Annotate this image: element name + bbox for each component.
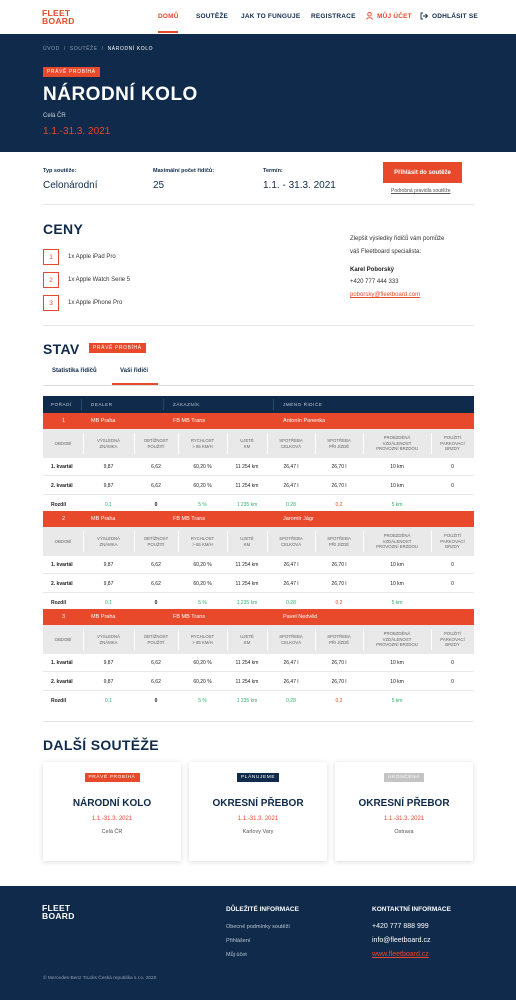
table-cell: 0,2 xyxy=(335,698,343,704)
table-row xyxy=(43,673,474,691)
metric-column-header: RYCHLOST > 85 KM/H xyxy=(190,536,215,547)
table-cell: 0 xyxy=(451,464,454,470)
table-cell: 1 235 km xyxy=(236,502,258,508)
table-cell: 0,28 xyxy=(286,502,296,508)
rank: 2 xyxy=(62,516,66,522)
table-cell: 26,47 l xyxy=(283,660,299,666)
region-label: Celá ČR xyxy=(43,113,66,119)
competition-card[interactable] xyxy=(335,762,473,861)
table-cell: 26,47 l xyxy=(283,562,299,568)
metric-column-header: RYCHLOST > 85 KM/H xyxy=(190,438,215,449)
competition-card[interactable] xyxy=(189,762,327,861)
specialist-phone[interactable]: +420 777 444 333 xyxy=(350,279,399,285)
metrics-header xyxy=(43,429,474,458)
divider xyxy=(43,721,474,722)
table-cell: 26,47 l xyxy=(283,679,299,685)
metrics-header xyxy=(43,625,474,654)
table-row xyxy=(43,458,474,476)
metric-column-header: PROBZDĚNÁ VZDÁLENOST PROVOZNÍ BRZDOU xyxy=(376,533,418,550)
metrics-header xyxy=(43,527,474,556)
nav-active-underline xyxy=(158,31,178,33)
tab-driver-statistics[interactable]: Statistika řidičů xyxy=(52,368,97,374)
table-cell: Rozdíl xyxy=(51,502,66,508)
type-value: Celonárodní xyxy=(43,180,98,191)
table-cell: 9,87 xyxy=(103,562,114,568)
breadcrumb: ÚVOD / SOUTĚŽE / NÁRODNÍ KOLO xyxy=(43,46,154,52)
specialist-email[interactable]: poborsky@fleetboard.com xyxy=(350,292,421,298)
table-cell: 2. kvartál xyxy=(51,581,73,587)
table-row xyxy=(43,556,474,574)
table-cell: 1. kvartál xyxy=(51,660,73,666)
specialist-name: Karel Poborský xyxy=(350,267,395,273)
metric-column-header: SPOTŘEBA CELKOVÁ xyxy=(279,536,303,547)
table-cell: 0,1 xyxy=(105,502,112,508)
nav-competitions[interactable]: SOUTĚŽE xyxy=(196,13,229,20)
table-cell: 26,47 l xyxy=(283,464,299,470)
table-cell: 60,20 % xyxy=(193,581,212,587)
status-heading: STAV xyxy=(43,341,80,357)
metric-column-header: UJETÉ KM xyxy=(240,634,254,645)
customer: FB MB Trans xyxy=(173,418,206,424)
table-cell: Rozdíl xyxy=(51,600,66,606)
active-tab-underline xyxy=(112,383,158,385)
status-badge: UKONČENA xyxy=(384,773,424,782)
customer: FB MB Trans xyxy=(173,516,206,522)
table-cell: 11 254 km xyxy=(235,581,259,587)
date-range: 1.1.-31.3. 2021 xyxy=(43,126,111,137)
competition-card[interactable] xyxy=(43,762,181,861)
metric-column-header: OBTÍŽNOST POUŽITÍ xyxy=(143,634,169,645)
table-cell: 10 km xyxy=(390,562,404,568)
prize-item xyxy=(43,295,122,311)
column-header: ZÁKAZNÍK xyxy=(173,402,200,407)
table-cell: 0 xyxy=(154,698,158,704)
table-cell: 60,20 % xyxy=(193,679,212,685)
site-header xyxy=(0,0,516,34)
driver-name: Pavel Nedvěd xyxy=(283,614,318,620)
site-footer xyxy=(0,886,516,1000)
table-cell: 0 xyxy=(451,660,454,666)
dealer: MB Praha xyxy=(91,418,116,424)
table-cell: 10 km xyxy=(390,483,404,489)
table-cell: 5 % xyxy=(198,502,207,508)
table-cell: 6,62 xyxy=(151,464,161,470)
column-header: DEALER xyxy=(91,402,113,407)
customer: FB MB Trans xyxy=(173,614,206,620)
prize-number: 2 xyxy=(43,272,59,288)
logout-icon xyxy=(420,12,428,20)
table-cell: 60,20 % xyxy=(193,660,212,666)
metric-column-header: RYCHLOST > 85 KM/H xyxy=(190,634,215,645)
type-label: Typ soutěže: xyxy=(43,168,77,174)
table-cell: 1 235 km xyxy=(236,698,258,704)
table-cell: 2. kvartál xyxy=(51,679,73,685)
footer-website[interactable]: www.fleetboard.cz xyxy=(372,951,429,958)
table-cell: 0,1 xyxy=(105,600,112,606)
metric-column-header: VÝSLEDNÁ ZNÁMKA xyxy=(97,634,120,645)
table-cell: 2. kvartál xyxy=(51,483,73,489)
important-info-heading: DŮLEŽITÉ INFORMACE xyxy=(226,906,299,913)
footer-logo[interactable]: FLEET BOARD xyxy=(42,903,75,921)
table-cell: 60,20 % xyxy=(193,562,212,568)
status-badge: PLÁNUJEME xyxy=(237,773,279,782)
table-cell: 0 xyxy=(451,562,454,568)
table-cell: 6,62 xyxy=(151,581,161,587)
column-header: POŘADÍ xyxy=(51,402,72,407)
table-cell: 26,70 l xyxy=(331,679,347,685)
table-cell: 0,2 xyxy=(335,600,343,606)
nav-how-it-works[interactable]: JAK TO FUNGUJE xyxy=(241,13,301,20)
max-drivers-label: Maximální počet řidičů: xyxy=(153,168,215,174)
table-cell: 9,87 xyxy=(103,483,114,489)
table-cell: 0 xyxy=(154,502,158,508)
rules-link[interactable]: Podrobná pravidla soutěže xyxy=(391,188,451,194)
table-cell: 10 km xyxy=(390,464,404,470)
table-cell: 9,87 xyxy=(103,464,114,470)
metric-column-header: OBDOBÍ xyxy=(54,538,72,544)
driver-group-header[interactable] xyxy=(43,609,474,625)
tabs-baseline xyxy=(43,385,474,386)
status-badge: PRÁVĚ PROBÍHÁ xyxy=(85,773,140,782)
table-row xyxy=(43,477,474,495)
table-cell: 10 km xyxy=(390,660,404,666)
metric-column-header: PROBZDĚNÁ VZDÁLENOST PROVOZNÍ BRZDOU xyxy=(376,631,418,648)
metric-column-header: UJETÉ KM xyxy=(240,536,254,547)
table-cell: 6,62 xyxy=(151,483,161,489)
column-header: JMÉNO ŘIDIČE xyxy=(283,402,323,407)
rank: 3 xyxy=(62,614,66,620)
table-cell: 0,2 xyxy=(335,502,343,508)
footer-phone[interactable]: +420 777 888 999 xyxy=(372,923,429,930)
table-cell: 0 xyxy=(451,483,454,489)
prize-item xyxy=(43,272,130,288)
breadcrumb-competitions[interactable]: SOUTĚŽE xyxy=(69,46,98,52)
nav-my-account[interactable]: MŮJ ÚČET xyxy=(377,13,412,20)
metric-column-header: POUŽITÍ PARKOVACÍ BRZDY xyxy=(440,435,465,452)
table-row xyxy=(43,654,474,672)
table-cell: 26,70 l xyxy=(331,660,347,666)
card-place: Karlovy Vary xyxy=(242,829,274,835)
metric-column-header: SPOTŘEBA PŘI JÍZDĚ xyxy=(327,438,351,449)
card-date: 1.1.-31.3. 2021 xyxy=(237,816,279,822)
table-cell: Rozdíl xyxy=(51,698,66,704)
table-cell: 6,62 xyxy=(151,679,161,685)
table-cell: 1. kvartál xyxy=(51,562,73,568)
page-title: NÁRODNÍ KOLO xyxy=(43,84,198,105)
rank: 1 xyxy=(62,418,66,424)
card-title: NÁRODNÍ KOLO xyxy=(72,798,152,809)
table-cell: 60,20 % xyxy=(193,483,212,489)
metric-column-header: OBDOBÍ xyxy=(54,636,72,642)
table-header xyxy=(43,396,474,413)
dealer: MB Praha xyxy=(91,516,116,522)
breadcrumb-current: NÁRODNÍ KOLO xyxy=(107,46,154,52)
metric-column-header: SPOTŘEBA CELKOVÁ xyxy=(279,438,303,449)
metric-column-header: OBTÍŽNOST POUŽITÍ xyxy=(143,438,169,449)
nav-logout[interactable]: ODHLÁSIT SE xyxy=(432,13,478,20)
card-place: Ostrava xyxy=(394,829,414,835)
signup-button[interactable]: Přihlásit do soutěže xyxy=(383,162,462,183)
metric-column-header: SPOTŘEBA CELKOVÁ xyxy=(279,634,303,645)
metric-column-header: OBTÍŽNOST POUŽITÍ xyxy=(143,536,169,547)
table-cell: 5 km xyxy=(391,698,403,704)
table-cell: 0,28 xyxy=(286,698,296,704)
table-cell: 60,20 % xyxy=(193,464,212,470)
metric-column-header: VÝSLEDNÁ ZNÁMKA xyxy=(97,536,120,547)
metric-column-header: OBDOBÍ xyxy=(54,440,72,446)
fleetboard-logo[interactable]: FLEET BOARD xyxy=(42,8,75,26)
table-cell: 11 254 km xyxy=(235,483,259,489)
max-drivers-value: 25 xyxy=(153,180,165,191)
table-cell: 10 km xyxy=(390,679,404,685)
tab-your-drivers[interactable]: Vaši řidiči xyxy=(120,368,149,374)
card-place: Celá ČR xyxy=(101,829,123,835)
table-cell: 11 254 km xyxy=(235,464,259,470)
term-value: 1.1. - 31.3. 2021 xyxy=(263,180,336,191)
driver-group-header[interactable] xyxy=(43,511,474,527)
table-cell: 0,28 xyxy=(286,600,296,606)
table-cell: 0,1 xyxy=(105,698,112,704)
table-cell: 11 254 km xyxy=(235,660,259,666)
table-cell: 9,87 xyxy=(103,581,114,587)
table-cell: 9,87 xyxy=(103,660,114,666)
table-cell: 26,70 l xyxy=(331,581,347,587)
table-cell: 26,70 l xyxy=(331,483,347,489)
divider xyxy=(43,204,474,205)
table-cell: 9,87 xyxy=(103,679,114,685)
metric-column-header: SPOTŘEBA PŘI JÍZDĚ xyxy=(327,536,351,547)
card-title: OKRESNÍ PŘEBOR xyxy=(212,798,304,809)
prize-label: 1x Apple iPad Pro xyxy=(68,254,116,260)
prize-number: 1 xyxy=(43,249,59,265)
nav-home[interactable]: DOMŮ xyxy=(158,13,179,20)
status-badge: PRÁVĚ PROBÍHÁ xyxy=(43,67,100,77)
divider xyxy=(43,325,474,326)
driver-group-header[interactable] xyxy=(43,413,474,429)
table-cell: 5 km xyxy=(391,502,403,508)
table-cell: 10 km xyxy=(390,581,404,587)
card-date: 1.1.-31.3. 2021 xyxy=(383,816,425,822)
metric-column-header: POUŽITÍ PARKOVACÍ BRZDY xyxy=(440,631,465,648)
specialist-text: Zlepšit výsledky řidičů vám pomůže xyxy=(350,236,445,242)
dealer: MB Praha xyxy=(91,614,116,620)
user-icon xyxy=(366,12,373,20)
driver-name: Antonín Panenka xyxy=(283,418,326,424)
table-cell: 5 km xyxy=(391,600,403,606)
nav-registration[interactable]: REGISTRACE xyxy=(311,13,356,20)
card-date: 1.1.-31.3. 2021 xyxy=(91,816,133,822)
prize-item xyxy=(43,249,116,265)
table-cell: 26,47 l xyxy=(283,581,299,587)
other-competitions-heading: DALŠÍ SOUTĚŽE xyxy=(43,737,159,753)
table-cell: 26,70 l xyxy=(331,562,347,568)
hero-banner xyxy=(0,34,516,152)
table-cell: 1 235 km xyxy=(236,600,258,606)
table-row xyxy=(43,575,474,593)
table-cell: 26,70 l xyxy=(331,464,347,470)
copyright: © Mercedes-Benz Trucks Česká republika s.r.o. 2020 xyxy=(43,976,157,981)
difference-row xyxy=(43,692,474,710)
table-cell: 26,47 l xyxy=(283,483,299,489)
metric-column-header: UJETÉ KM xyxy=(240,438,254,449)
metric-column-header: SPOTŘEBA PŘI JÍZDĚ xyxy=(327,634,351,645)
prize-label: 1x Apple iPhone Pro xyxy=(68,300,123,306)
term-label: Termín: xyxy=(263,168,283,174)
footer-link-account[interactable]: Můj účet xyxy=(226,952,247,958)
metric-column-header: PROBZDĚNÁ VZDÁLENOST PROVOZNÍ BRZDOU xyxy=(376,435,418,452)
table-cell: 0 xyxy=(154,600,158,606)
table-cell: 11 254 km xyxy=(235,562,259,568)
table-cell: 5 % xyxy=(198,698,207,704)
driver-name: Jaromír Jágr xyxy=(283,516,314,522)
status-badge: PRÁVĚ PROBÍHÁ xyxy=(89,343,146,353)
prizes-heading: CENY xyxy=(43,221,84,237)
table-cell: 5 % xyxy=(198,600,207,606)
metric-column-header: POUŽITÍ PARKOVACÍ BRZDY xyxy=(440,533,465,550)
prize-number: 3 xyxy=(43,295,59,311)
footer-link-conditions[interactable]: Obecné podmínky soutěží xyxy=(226,924,290,930)
card-title: OKRESNÍ PŘEBOR xyxy=(358,798,450,809)
footer-link-login[interactable]: Přihlášení xyxy=(226,938,251,944)
footer-email[interactable]: info@fleetboard.cz xyxy=(372,937,431,944)
breadcrumb-home[interactable]: ÚVOD xyxy=(43,46,60,52)
metric-column-header: VÝSLEDNÁ ZNÁMKA xyxy=(97,438,120,449)
prize-label: 1x Apple Watch Serie 5 xyxy=(68,277,131,283)
table-cell: 6,62 xyxy=(151,660,161,666)
table-cell: 0 xyxy=(451,581,454,587)
table-cell: 0 xyxy=(451,679,454,685)
table-cell: 11 254 km xyxy=(235,679,259,685)
table-cell: 6,62 xyxy=(151,562,161,568)
contact-info-heading: KONTAKTNÍ INFORMACE xyxy=(372,906,451,913)
specialist-text: váš Fleetboard specialista: xyxy=(350,249,422,255)
table-cell: 1. kvartál xyxy=(51,464,73,470)
